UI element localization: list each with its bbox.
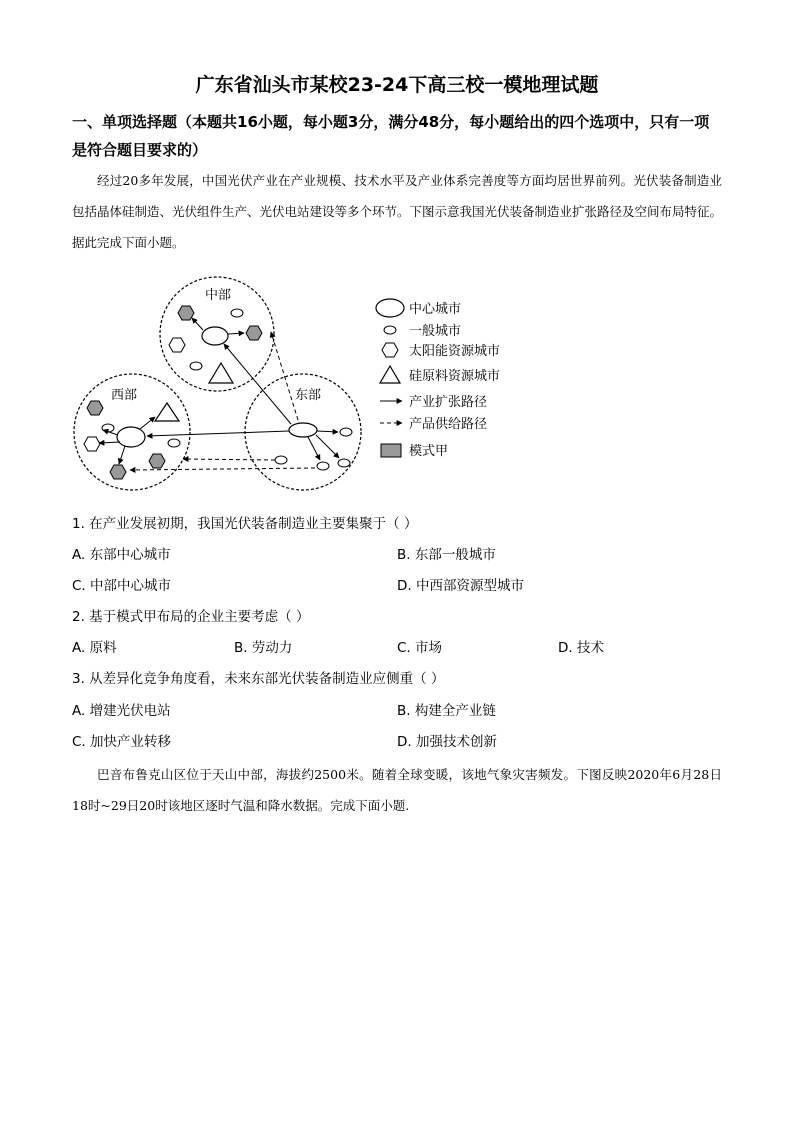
west-solar-city-2 bbox=[84, 437, 100, 451]
legend-silicon-city-icon bbox=[380, 366, 400, 383]
west-solar-city-1 bbox=[87, 401, 103, 415]
central-solar-city-1 bbox=[178, 306, 194, 320]
intro-paragraph-1: 经过20多年发展，中国光伏产业在产业规模、技术水平及产业体系完善度等方面均居世界前列。光伏装备制造业包括晶体硅制造、光伏组件生产、光伏电站建设等多个环节。下图示意我国光伏装备制造业扩张路径及空间布局特征。据此完成下面小题。 bbox=[72, 173, 723, 250]
central-center-city bbox=[202, 327, 228, 345]
legend-general-city-label: 一般城市 bbox=[409, 324, 462, 339]
central-solar-city-3 bbox=[169, 338, 185, 352]
legend-mode-a-icon bbox=[381, 444, 401, 457]
question-2-option-b[interactable]: B. 劳动力 bbox=[234, 640, 293, 656]
question-3-option-b[interactable]: B. 构建全产业链 bbox=[397, 703, 496, 719]
legend-solar-city-icon bbox=[382, 343, 398, 357]
central-general-city-2 bbox=[190, 362, 202, 370]
question-1-option-a[interactable]: A. 东部中心城市 bbox=[72, 547, 171, 563]
intro-paragraph-2: 巴音布鲁克山区位于天山中部，海拔约2500米。随着全球变暖，该地气象灾害频发。下图反映2020年6月28日18时~29日20时该地区逐时气温和降水数据。完成下面小题. bbox=[72, 767, 722, 813]
question-1-stem: 1. 在产业发展初期，我国光伏装备制造业主要集聚于（ ） bbox=[72, 516, 418, 532]
region-label-west: 西部 bbox=[110, 388, 138, 403]
west-solar-city-3 bbox=[110, 465, 126, 479]
west-center-city bbox=[117, 427, 145, 447]
question-3-option-d[interactable]: D. 加强技术创新 bbox=[397, 734, 497, 750]
east-general-city-2 bbox=[317, 462, 329, 470]
question-3-stem: 3. 从差异化竞争角度看，未来东部光伏装备制造业应侧重（ ） bbox=[72, 671, 445, 687]
question-3-option-c[interactable]: C. 加快产业转移 bbox=[72, 734, 172, 750]
legend-solar-city-label: 太阳能资源城市 bbox=[409, 344, 501, 359]
east-center-city bbox=[289, 423, 317, 437]
west-silicon-city bbox=[155, 403, 179, 421]
west-solar-city-4 bbox=[149, 454, 165, 468]
central-general-city-1 bbox=[231, 309, 243, 317]
legend-expansion-label: 产业扩张路径 bbox=[409, 395, 488, 410]
region-label-central: 中部 bbox=[204, 288, 232, 303]
legend-center-city-label: 中心城市 bbox=[409, 302, 462, 317]
legend-supply-label: 产品供给路径 bbox=[409, 417, 488, 432]
east-general-city-3 bbox=[338, 459, 350, 467]
west-general-city-2 bbox=[168, 439, 180, 447]
region-label-east: 东部 bbox=[294, 388, 322, 403]
west-general-city-1 bbox=[102, 424, 114, 432]
question-1-option-b[interactable]: B. 东部一般城市 bbox=[397, 547, 496, 563]
legend-center-city-icon bbox=[376, 299, 404, 317]
section-heading: 一、单项选择题（本题共16小题，每小题3分，满分48分，每小题给出的四个选项中，只有一项是符合题目要求的） bbox=[72, 113, 710, 159]
question-2-option-c[interactable]: C. 市场 bbox=[397, 640, 443, 656]
question-1-option-c[interactable]: C. 中部中心城市 bbox=[72, 578, 172, 594]
central-solar-city-2 bbox=[246, 326, 262, 340]
question-2-stem: 2. 基于模式甲布局的企业主要考虑（ ） bbox=[72, 609, 310, 625]
question-3-option-a[interactable]: A. 增建光伏电站 bbox=[72, 703, 171, 719]
question-1-option-d[interactable]: D. 中西部资源型城市 bbox=[397, 578, 524, 594]
east-general-city-4 bbox=[275, 456, 287, 464]
central-silicon-city bbox=[209, 363, 233, 383]
question-2-option-a[interactable]: A. 原料 bbox=[72, 640, 117, 656]
question-2-option-d[interactable]: D. 技术 bbox=[558, 640, 604, 656]
east-general-city-1 bbox=[340, 428, 352, 436]
page-title: 广东省汕头市某校23-24下高三校一模地理试题 bbox=[195, 74, 599, 96]
legend-silicon-city-label: 硅原料资源城市 bbox=[409, 369, 501, 384]
industry-diagram bbox=[0, 270, 794, 500]
legend-mode-a-label: 模式甲 bbox=[409, 444, 449, 459]
legend-general-city-icon bbox=[384, 326, 396, 334]
